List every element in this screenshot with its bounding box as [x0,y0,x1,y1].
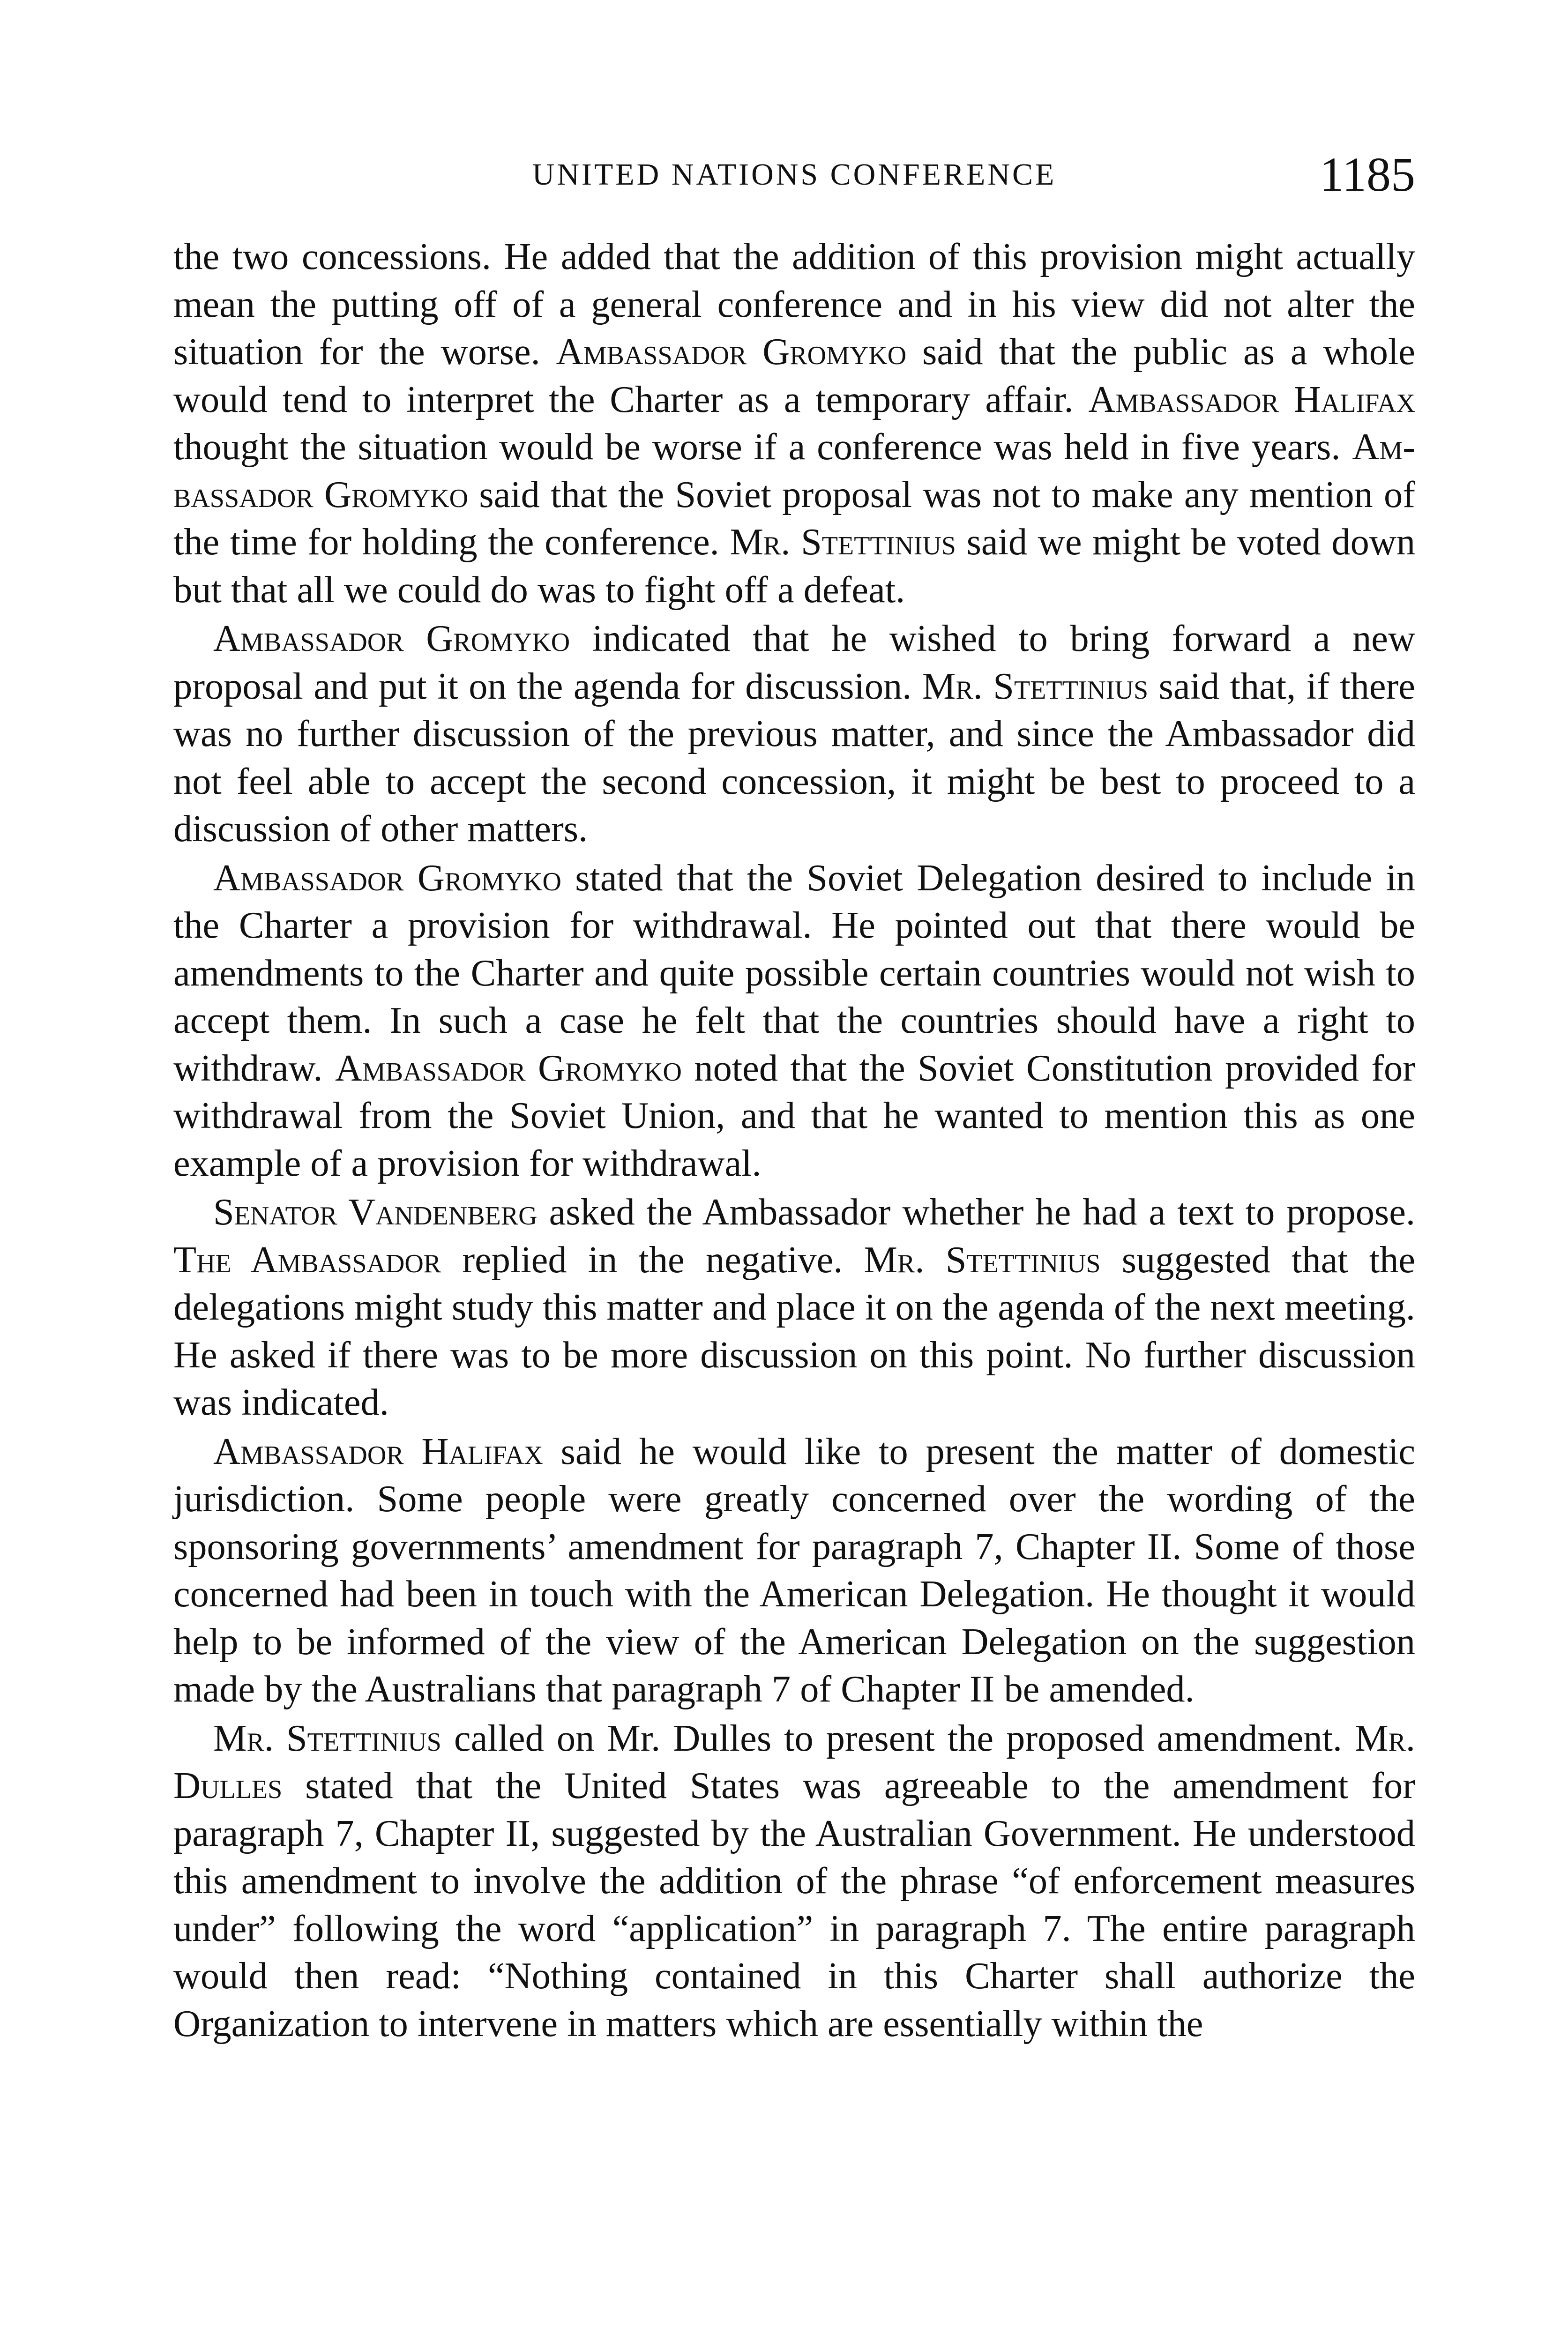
page-header [173,149,1415,201]
speaker-name: Mr. Stettinius [213,1717,441,1759]
speaker-name: Mr. Stettinius [864,1239,1101,1281]
speaker-name: Ambassador Gromyko [173,426,1415,515]
speaker-name: Ambassador Halifax [213,1430,543,1472]
page-number: 1185 [1319,148,1415,201]
text-run: said he would like to present the matter of domestic jurisdiction. Some people were greatly concerned over the wording of the sponsoring governments’ amendment for paragraph 7, Chapter II. Some of those concerned had been in touch with the American Delegation. He thought it would help to be informed of the view of the American Delegation on the suggestion made by the Australians that paragraph 7 of Chapter II be amended. [173,1430,1415,1710]
text-run: said we might be voted down but that all we could do was to fight off a defeat. [173,521,1416,611]
text-run: called on Mr. Dulles to present the proposed amendment. [441,1717,1355,1759]
text-run: said that, if there was no further discussion of the previous matter, and since the Ambassador did not feel able to accept the second concession, it might be best to proceed to a discussion of other matters. [173,665,1415,850]
paragraph [173,615,1415,853]
paragraph [173,1715,1415,2048]
text-run: replied in the negative. [441,1239,864,1281]
paragraph [173,233,1415,613]
text-run: stated that the Soviet Delegation desired to include in the Charter a provision for withdrawal. He pointed out that there would be amendments to the Charter and quite possible certain countries would not wish to accept them. In such a case he felt that the countries should have a right to withdraw. [173,857,1415,1089]
text-run: thought the situation would be worse if a conference was held in five years. [173,426,1352,468]
speaker-name: Senator Vandenberg [213,1191,538,1233]
text-run: indicated that he wished to bring forward a new proposal and put it on the agenda for discussion. [173,618,1416,707]
running-title: UNITED NATIONS CONFERENCE [532,157,1057,192]
speaker-name: Ambassador Gromyko [556,331,907,373]
body-text [173,233,1415,2047]
text-run: noted that the Soviet Constitution provided for withdrawal from the Soviet Union, and that he wanted to mention this as one example of a provision for withdrawal. [173,1047,1415,1184]
speaker-name: Mr. Dulles [173,1717,1415,1806]
speaker-name: The Ambassador [173,1239,441,1281]
text-run: the two concessions. He added that the addition of this provision might actually mean the putting off of a general conference and in his view did not alter the situation for the worse. [173,236,1415,373]
speaker-name: Ambassador Gromyko [213,618,570,659]
text-run: said that the Soviet proposal was not to make any mention of the time for holding the conference. [173,473,1415,563]
speaker-name: Mr. Stettinius [922,665,1149,707]
text-run: said that the public as a whole would tend to interpret the Charter as a temporary affair. [173,331,1415,420]
text-run: suggested that the delegations might study this matter and place it on the agenda of the next meeting. He asked if there was to be more discussion on this point. No further discussion was indicated. [173,1239,1416,1423]
paragraph [173,854,1415,1187]
speaker-name: Ambassador Gromyko [213,857,561,899]
paragraph [173,1188,1415,1426]
speaker-name: Ambassador Halifax [1088,378,1415,420]
speaker-name: Ambassador Gromyko [335,1047,682,1089]
text-run: stated that the United States was agreeable to the amendment for paragraph 7, Chapter II, suggested by the Australian Government. He understood this amendment to involve the addition of the phrase “of enforcement measures under” following the word “application” in paragraph 7. The entire paragraph would then read: “Nothing contained in this Charter shall authorize the Organization to intervene in matters which are essentially within the [173,1765,1415,2045]
speaker-name: Mr. Stettinius [730,521,956,563]
text-run: asked the Ambassador whether he had a text to propose. [537,1191,1415,1233]
paragraph [173,1428,1415,1713]
